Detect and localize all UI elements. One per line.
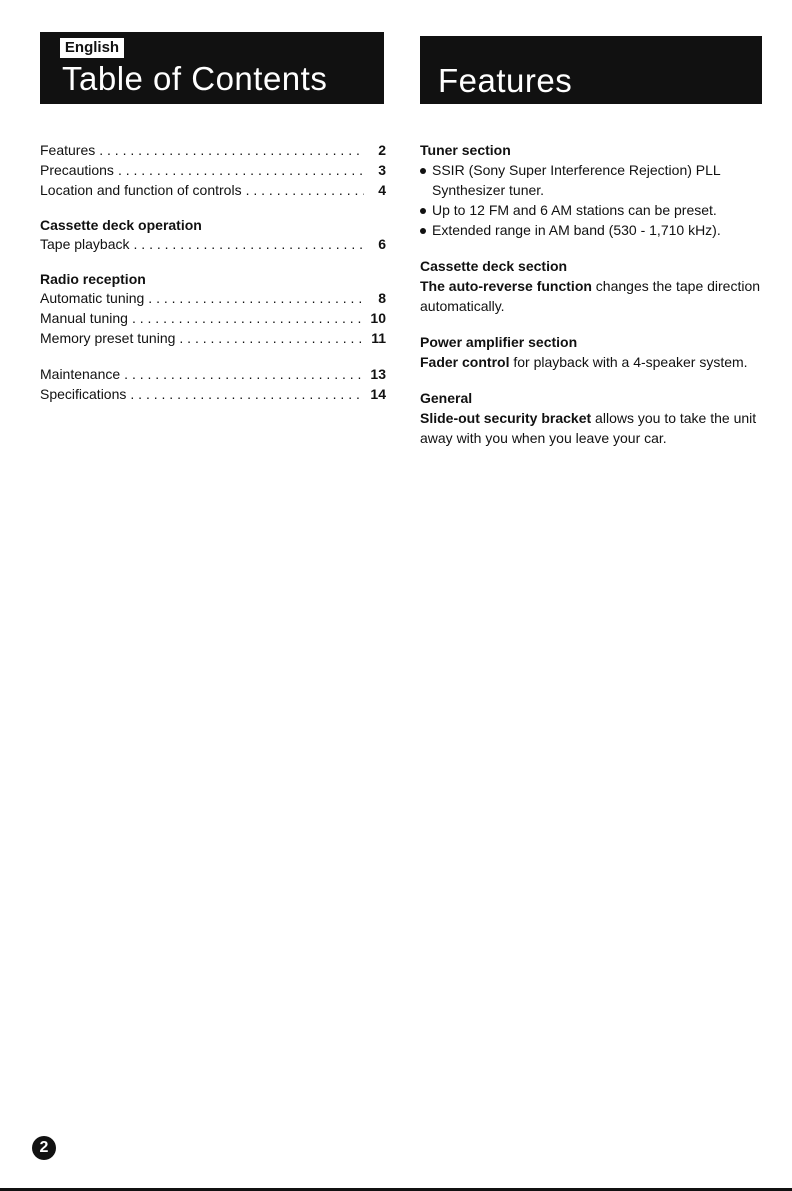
feature-lead: The auto-reverse function: [420, 278, 592, 294]
toc-entry-label: Memory preset tuning: [40, 330, 176, 346]
toc-entry-page: 3: [378, 162, 386, 178]
bullet-item: Up to 12 FM and 6 AM stations can be preset.: [420, 200, 766, 220]
feature-lead: Slide-out security bracket: [420, 410, 592, 426]
toc-entry-page: 14: [370, 386, 386, 402]
toc-entry-page: 6: [378, 236, 386, 252]
amplifier-section-heading: Power amplifier section: [420, 334, 578, 350]
bullet-item: SSIR (Sony Super Interference Rejection) PLL Synthesizer tuner.: [420, 160, 766, 200]
toc-section-heading: Radio reception: [40, 271, 146, 287]
toc-entry[interactable]: [40, 160, 386, 180]
toc-entry-label: Tape playback: [40, 236, 130, 252]
toc-entry-page: 11: [371, 330, 386, 346]
toc-entry[interactable]: [40, 288, 386, 308]
toc-group-radio: [40, 270, 386, 348]
toc-entry-page: 2: [378, 142, 386, 158]
toc-entry-label: Precautions: [40, 162, 114, 178]
toc-leader-dots: [134, 234, 364, 254]
feature-lead: Fader control: [420, 354, 510, 370]
toc-entry-page: 8: [378, 290, 386, 306]
toc-entry-page: 13: [370, 366, 386, 382]
cassette-section: [420, 256, 766, 316]
toc-section-heading: Cassette deck operation: [40, 217, 202, 233]
toc-entry[interactable]: [40, 308, 386, 328]
general-section-heading: General: [420, 390, 473, 406]
toc-leader-dots: [118, 160, 364, 180]
toc-entry[interactable]: [40, 180, 386, 200]
toc-entry[interactable]: [40, 140, 386, 160]
page-number-badge: 2: [32, 1136, 56, 1160]
toc-title: Table of Contents: [62, 60, 328, 97]
amplifier-section: [420, 332, 766, 372]
feature-description: changes the tape direction automatically.: [420, 278, 761, 314]
toc-leader-dots: [246, 180, 364, 200]
toc-leader-dots: [130, 384, 364, 404]
toc-entry[interactable]: [40, 234, 386, 254]
toc-entry-label: Features: [40, 142, 96, 158]
toc-entry[interactable]: [40, 328, 386, 348]
cassette-feature-text: [420, 276, 766, 316]
feature-description: for playback with a 4-speaker system.: [509, 354, 748, 370]
toc-entry-page: 4: [378, 182, 386, 198]
cassette-section-heading: Cassette deck section: [420, 258, 568, 274]
tuner-section: [420, 140, 766, 240]
toc-entry-label: Specifications: [40, 386, 127, 402]
toc-leader-dots: [124, 364, 364, 384]
features-header-banner: [420, 36, 762, 104]
feature-description: allows you to take the unit away with you when you leave your car.: [420, 410, 757, 446]
toc-leader-dots: [148, 288, 364, 308]
toc-entry[interactable]: [40, 364, 386, 384]
amplifier-feature-text: [420, 352, 766, 372]
features-title: Features: [438, 62, 573, 99]
toc-group-other: [40, 364, 386, 404]
toc-entry-label: Manual tuning: [40, 310, 128, 326]
toc-entry-label: Maintenance: [40, 366, 121, 382]
bullet-item: Extended range in AM band (530 - 1,710 kHz).: [420, 220, 766, 240]
toc-entry-label: Location and function of controls: [40, 182, 242, 198]
toc-entry-page: 10: [370, 310, 386, 326]
tuner-bullet-list: [420, 160, 766, 240]
language-label: English: [60, 38, 124, 58]
toc-group-general: [40, 140, 386, 200]
toc-leader-dots: [132, 308, 364, 328]
general-feature-text: [420, 408, 766, 448]
toc-leader-dots: [179, 328, 364, 348]
table-of-contents: [40, 140, 386, 420]
tuner-section-heading: Tuner section: [420, 142, 511, 158]
general-section: [420, 388, 766, 448]
features-column: [420, 140, 766, 464]
toc-entry-label: Automatic tuning: [40, 290, 145, 306]
toc-group-cassette: [40, 216, 386, 254]
toc-leader-dots: [99, 140, 364, 160]
toc-entry[interactable]: [40, 384, 386, 404]
toc-header-banner: [40, 32, 384, 104]
